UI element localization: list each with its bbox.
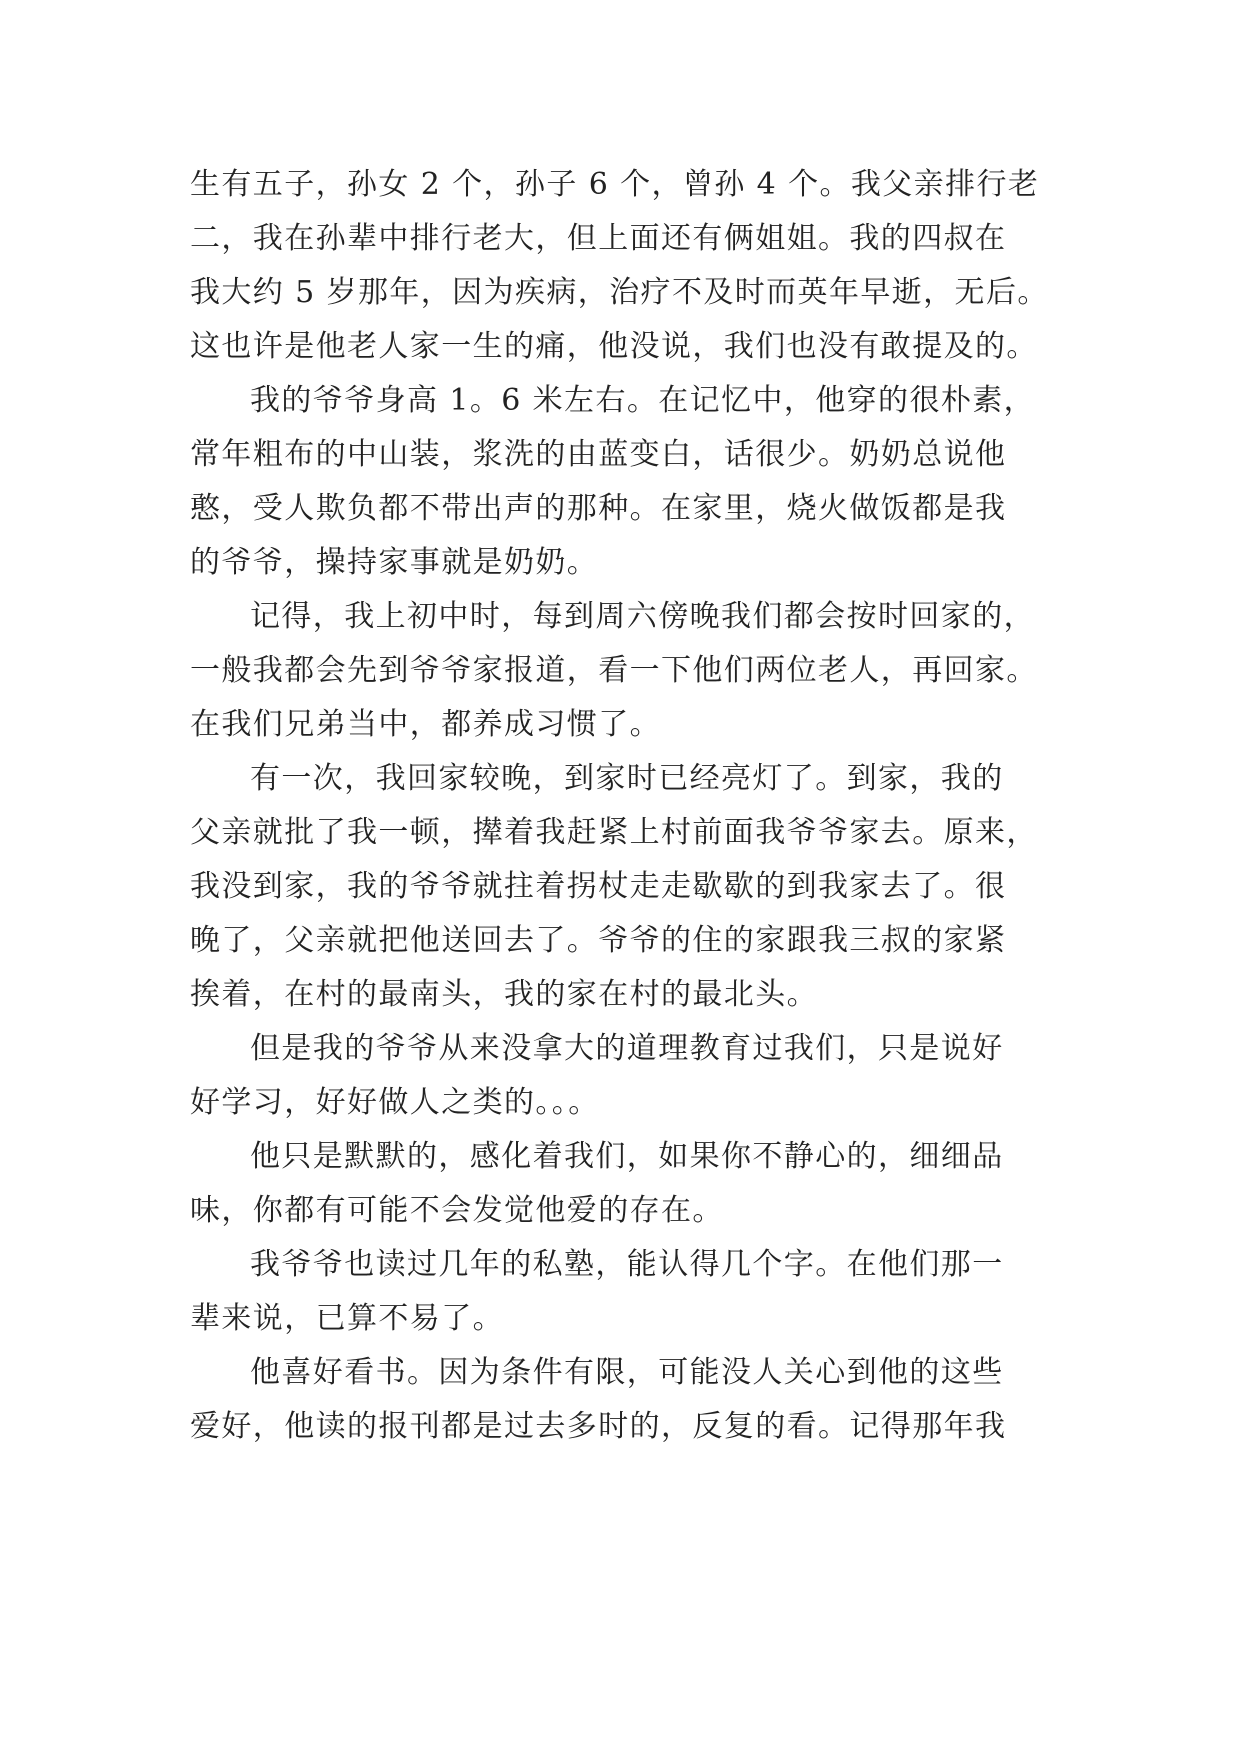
text-line: 一般我都会先到爷爷家报道，看一下他们两位老人，再回家。 bbox=[190, 653, 1038, 688]
text-line: 爱好，他读的报刊都是过去多时的，反复的看。记得那年我 bbox=[190, 1409, 1007, 1444]
text-line: 他只是默默的，感化着我们，如果你不静心的，细细品 bbox=[250, 1139, 1004, 1174]
text-line: 常年粗布的中山装，浆洗的由蓝变白，话很少。奶奶总说他 bbox=[190, 437, 1007, 472]
text-line: 有一次，我回家较晚，到家时已经亮灯了。到家，我的 bbox=[250, 761, 1004, 796]
text-line: 辈来说，已算不易了。 bbox=[190, 1301, 504, 1336]
text-line: 我没到家，我的爷爷就拄着拐杖走走歇歇的到我家去了。很 bbox=[190, 869, 1007, 904]
text-line: 但是我的爷爷从来没拿大的道理教育过我们，只是说好 bbox=[250, 1031, 1004, 1066]
text-line: 挨着，在村的最南头，我的家在村的最北头。 bbox=[190, 977, 818, 1012]
text-line: 我的爷爷身高 1。6 米左右。在记忆中，他穿的很朴素， bbox=[250, 383, 1036, 418]
text-line: 记得，我上初中时，每到周六傍晚我们都会按时回家的， bbox=[250, 599, 1035, 634]
text-line: 生有五子，孙女 2 个，孙子 6 个，曾孙 4 个。我父亲排行老 bbox=[190, 167, 1040, 202]
text-line: 我大约 5 岁那年，因为疾病，治疗不及时而英年早逝，无后。 bbox=[190, 275, 1049, 310]
text-line: 的爷爷，操持家事就是奶奶。 bbox=[190, 545, 599, 580]
text-line: 晚了，父亲就把他送回去了。爷爷的住的家跟我三叔的家紧 bbox=[190, 923, 1007, 958]
text-line: 父亲就批了我一顿，撵着我赶紧上村前面我爷爷家去。原来， bbox=[190, 815, 1038, 850]
text-line: 他喜好看书。因为条件有限，可能没人关心到他的这些 bbox=[250, 1355, 1004, 1390]
text-line: 憨，受人欺负都不带出声的那种。在家里，烧火做饭都是我 bbox=[190, 491, 1007, 526]
text-line: 好学习，好好做人之类的。。。 bbox=[190, 1085, 600, 1120]
text-line: 我爷爷也读过几年的私塾，能认得几个字。在他们那一 bbox=[250, 1247, 1004, 1282]
document-body bbox=[190, 158, 1050, 1454]
text-line: 这也许是他老人家一生的痛，他没说，我们也没有敢提及的。 bbox=[190, 329, 1038, 364]
text-line: 在我们兄弟当中，都养成习惯了。 bbox=[190, 707, 661, 742]
text-line: 二，我在孙辈中排行老大，但上面还有俩姐姐。我的四叔在 bbox=[190, 221, 1007, 256]
text-line: 味，你都有可能不会发觉他爱的存在。 bbox=[190, 1193, 724, 1228]
